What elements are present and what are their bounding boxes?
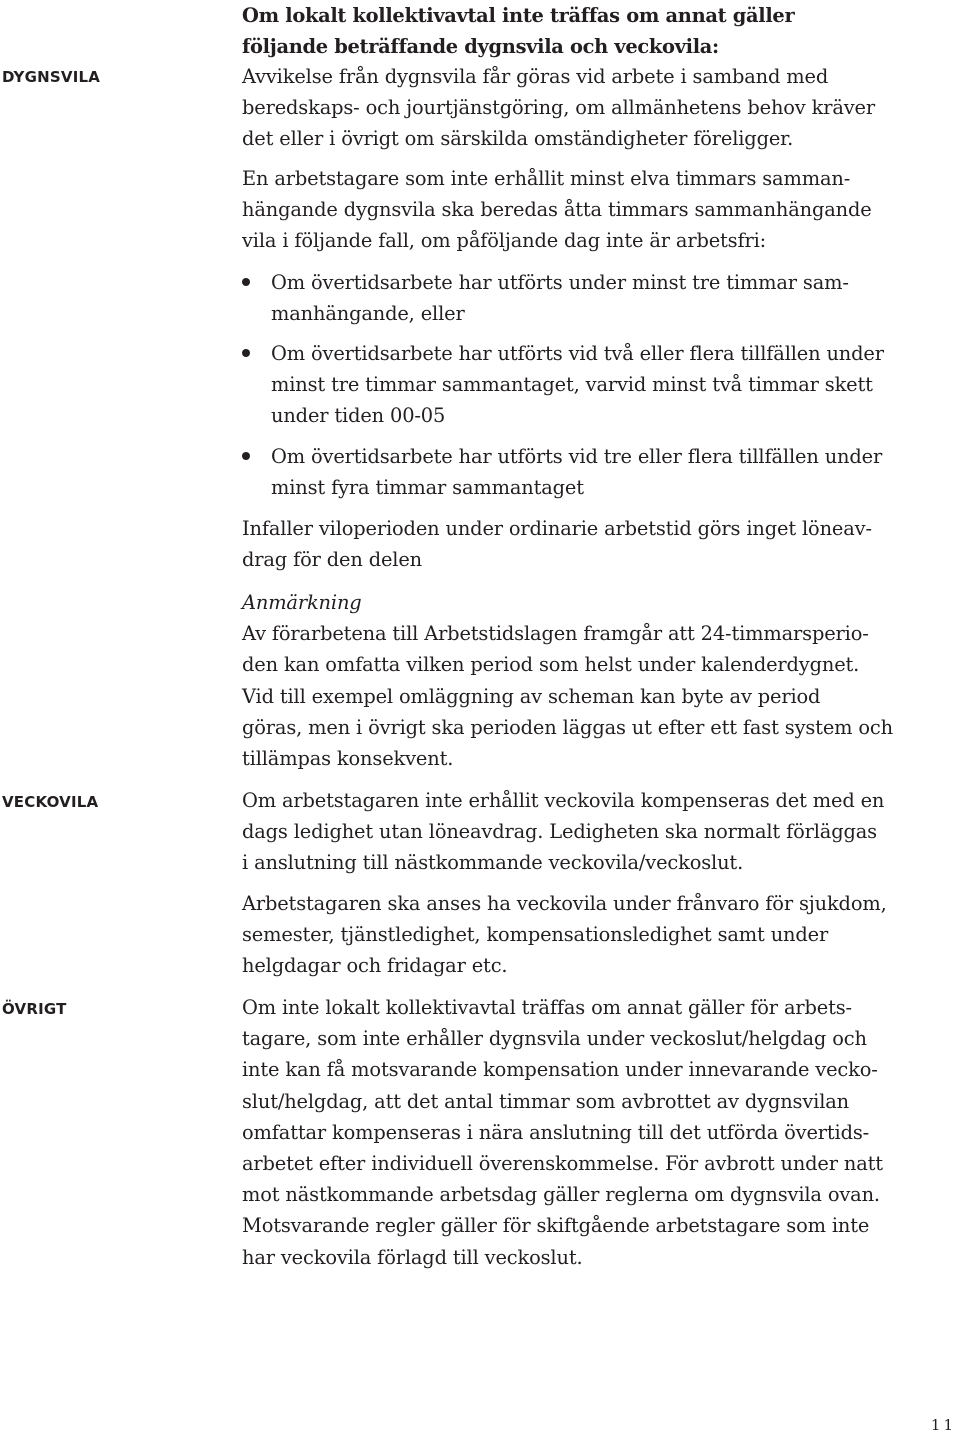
paragraph-line: Om inte lokalt kollektivavtal träffas om annat gäller för arbets- bbox=[242, 996, 852, 1019]
paragraph-infaller bbox=[242, 513, 872, 575]
paragraph-line: En arbetstagare som inte erhållit minst elva timmars samman- bbox=[242, 167, 851, 190]
paragraph-line: hängande dygnsvila ska beredas åtta timmars sammanhängande bbox=[242, 198, 872, 222]
paragraph-line: helgdagar och fridagar etc. bbox=[242, 954, 508, 978]
paragraph-line: beredskaps- och jourtjänstgöring, om allmänhetens behov kräver bbox=[242, 96, 876, 120]
paragraph-veckovila-kompensation bbox=[242, 785, 884, 879]
bullet-icon bbox=[242, 349, 250, 357]
paragraph-line: semester, tjänstledighet, kompensationsledighet samt under bbox=[242, 923, 829, 947]
bullet-icon bbox=[242, 278, 250, 286]
bullet-line: Om övertidsarbete har utförts under minst tre timmar sam- bbox=[271, 271, 849, 294]
paragraph-line: Motsvarande regler gäller för skiftgående arbetstagare som inte bbox=[242, 1214, 870, 1238]
bullet-line: minst tre timmar sammantaget, varvid minst två timmar skett bbox=[271, 373, 873, 397]
note-anmarkning bbox=[242, 587, 893, 774]
bullet-line: Om övertidsarbete har utförts vid tre eller flera tillfällen under bbox=[271, 445, 883, 468]
section-label-veckovila: VECKOVILA bbox=[2, 793, 99, 811]
paragraph-line: mot nästkommande arbetsdag gäller reglerna om dygnsvila ovan. bbox=[242, 1183, 880, 1207]
note-line: Vid till exempel omläggning av scheman kan byte av period bbox=[242, 684, 821, 708]
section-label-ovrigt: ÖVRIGT bbox=[2, 1000, 67, 1018]
paragraph-line: Avvikelse från dygnsvila får göras vid arbete i samband med bbox=[242, 65, 829, 88]
bullet-line: Om övertidsarbete har utförts vid två eller flera tillfällen under bbox=[271, 342, 884, 365]
heading-line: följande beträffande dygnsvila och veckovila: bbox=[242, 35, 719, 59]
paragraph-line: det eller i övrigt om särskilda omständigheter föreligger. bbox=[242, 127, 794, 151]
note-line: Av förarbetena till Arbetstidslagen framgår att 24-timmarsperio- bbox=[242, 622, 869, 646]
paragraph-line: dags ledighet utan löneavdrag. Ledigheten ska normalt förläggas bbox=[242, 820, 877, 844]
paragraph-line: Om arbetstagaren inte erhållit veckovila kompenseras det med en bbox=[242, 789, 885, 812]
note-line: den kan omfatta vilken period som helst under kalenderdygnet. bbox=[242, 653, 860, 677]
heading-line: Om lokalt kollektivavtal inte träffas om annat gäller bbox=[242, 4, 795, 27]
bullet-line: manhängande, eller bbox=[271, 302, 465, 326]
paragraph-arbetstagare bbox=[242, 163, 872, 257]
paragraph-avvikelse bbox=[242, 61, 875, 155]
paragraph-line: arbetet efter individuell överenskommelse. För avbrott under natt bbox=[242, 1151, 883, 1175]
paragraph-line: tagare, som inte erhåller dygnsvila under veckoslut/helgdag och bbox=[242, 1027, 867, 1051]
paragraph-line: Arbetstagaren ska anses ha veckovila under frånvaro för sjukdom, bbox=[242, 892, 887, 915]
paragraph-ovrigt bbox=[242, 992, 883, 1273]
paragraph-line: slut/helgdag, att det antal timmar som avbrottet av dygnsvilan bbox=[242, 1089, 850, 1113]
paragraph-line: Infaller viloperioden under ordinarie arbetstid görs inget löneav- bbox=[242, 517, 872, 540]
paragraph-veckovila-franvaro bbox=[242, 888, 887, 982]
heading bbox=[242, 0, 794, 62]
note-line: tillämpas konsekvent. bbox=[242, 746, 454, 770]
paragraph-line: vila i följande fall, om påföljande dag inte är arbetsfri: bbox=[242, 229, 767, 253]
bullet-line: under tiden 00-05 bbox=[271, 404, 446, 428]
page-number: 11 bbox=[930, 1416, 956, 1434]
note-title: Anmärkning bbox=[242, 591, 362, 614]
note-line: göras, men i övrigt ska perioden läggas ut efter ett fast system och bbox=[242, 715, 893, 739]
paragraph-line: omfattar kompenseras i nära anslutning till det utförda övertids- bbox=[242, 1120, 870, 1144]
bullet-line: minst fyra timmar sammantaget bbox=[271, 476, 584, 500]
paragraph-line: inte kan få motsvarande kompensation under innevarande vecko- bbox=[242, 1058, 878, 1082]
paragraph-line: i anslutning till nästkommande veckovila/veckoslut. bbox=[242, 851, 744, 875]
paragraph-line: drag för den delen bbox=[242, 548, 422, 572]
paragraph-line: har veckovila förlagd till veckoslut. bbox=[242, 1245, 583, 1269]
bullet-icon bbox=[242, 452, 250, 460]
section-label-dygnsvila: DYGNSVILA bbox=[2, 68, 101, 86]
